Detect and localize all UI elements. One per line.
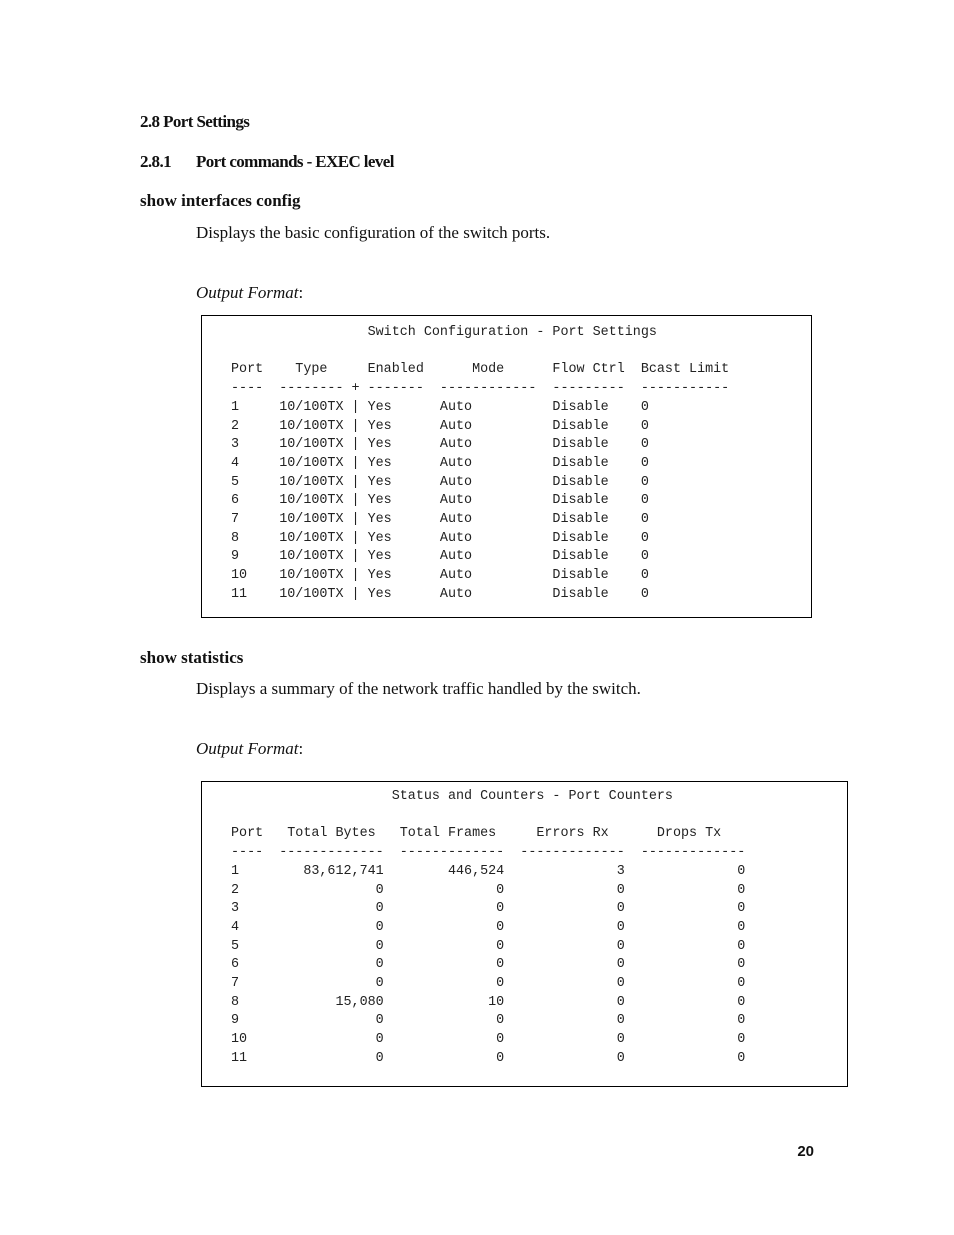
subsection-title: Port commands - EXEC level — [196, 152, 394, 171]
output-box-port-settings — [201, 315, 812, 618]
command-show-statistics: show statistics — [140, 648, 244, 667]
section-heading: 2.8 Port Settings — [140, 112, 250, 131]
terminal-output: Switch Configuration - Port Settings Port Type Enabled Mode Flow Ctrl Bcast Limit ---- -------- + ------- ------------ --------- ----------- 1 10/100TX | Yes Auto Disable 0 2 10/100TX | Yes Auto Disable 0 3 10/100TX | Yes Auto Disable 0 4 10/100TX | Yes Auto Disable 0 5 10/100TX | Yes Auto Disable 0 6 10/100TX | Yes Auto Disable 0 7 10/100TX | Yes Auto Disable 0 8 10/100TX | Yes Auto Disable 0 9 10/100TX | Yes Auto Disable 0 10 10/100TX | Yes Auto Disable 0 11 10/100TX | Yes Auto Disable 0 — [231, 325, 730, 602]
output-format-text: Output Format — [196, 739, 299, 758]
output-format-colon: : — [298, 739, 304, 758]
output-box-port-counters — [201, 781, 848, 1087]
command-description: Displays the basic configuration of the switch ports. — [196, 223, 551, 242]
subsection-number: 2.8.1 — [140, 152, 172, 171]
output-format-text: Output Format — [196, 283, 299, 302]
command-show-interfaces-config: show interfaces config — [140, 191, 301, 210]
page-number: 20 — [797, 1143, 814, 1160]
output-format-label — [196, 283, 303, 303]
command-description: Displays a summary of the network traffic handled by the switch. — [196, 679, 641, 698]
output-format-colon: : — [298, 283, 304, 302]
terminal-output: Status and Counters - Port Counters Port Total Bytes Total Frames Errors Rx Drops Tx ---- ------------- ------------- ------------- ------------- 1 83,612,741 446,524 3 0 2 0 0 0 0 3 0 0 0 0 4 0 0 0 0 5 0 0 0 0 6 0 0 0 0 7 0 0 0 0 8 15,080 10 0 0 9 0 0 0 0 10 0 0 0 0 11 0 0 0 0 — [231, 789, 746, 1066]
output-format-label — [196, 739, 303, 759]
